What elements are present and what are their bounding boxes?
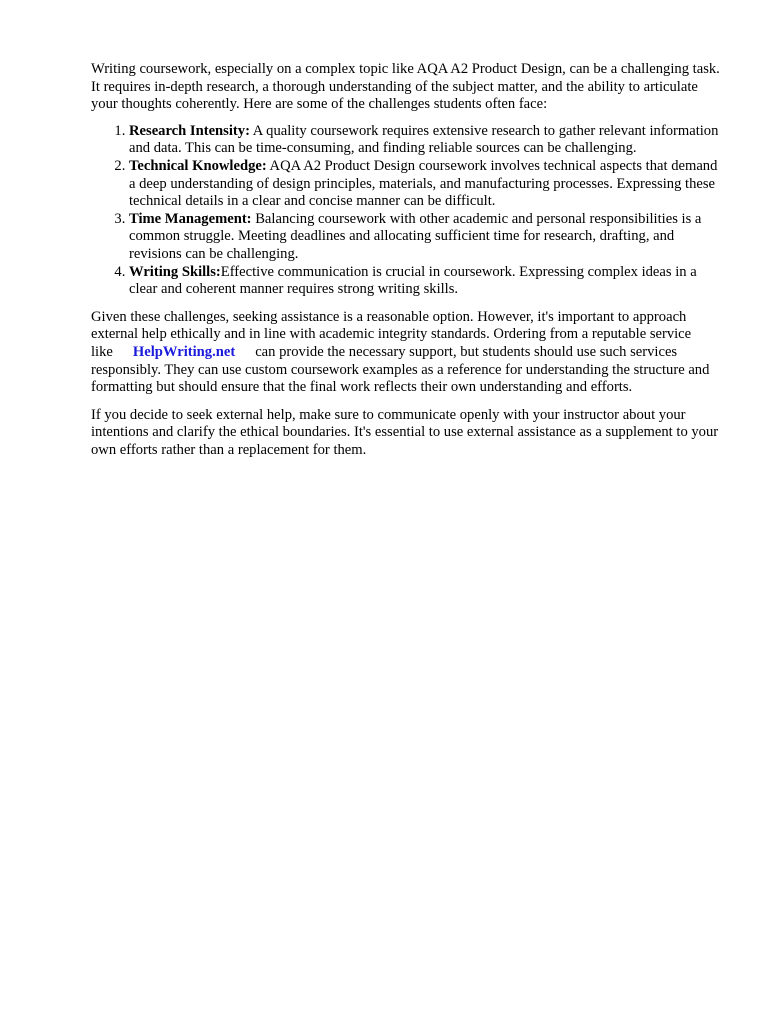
list-item: [129, 123, 723, 158]
help-text-before-link: Given these challenges, seeking assistance is a reasonable option. However, it's important to approach external help ethically and in line with academic integrity standards. Ordering from a reputable service like: [91, 308, 692, 360]
list-item-text: Effective communication is crucial in coursework. Expressing complex ideas in a clear and coherent manner requires strong writing skills.: [129, 263, 697, 298]
closing-paragraph: If you decide to seek external help, make sure to communicate openly with your instructor about your intentions and clarify the ethical boundaries. It's essential to use external assistance as a supplement to your own efforts rather than a replacement for them.: [91, 406, 719, 458]
intro-paragraph: Writing coursework, especially on a complex topic like AQA A2 Product Design, can be a challenging task. It requires in-depth research, a thorough understanding of the subject matter, and the ability to articulate your thoughts coherently. Here are some of the challenges students often face:: [91, 61, 720, 113]
list-item-title: Technical Knowledge:: [129, 157, 267, 174]
list-item: [129, 264, 723, 299]
list-item: [129, 158, 723, 211]
list-item: [129, 211, 723, 264]
list-item-title: Time Management:: [129, 210, 252, 227]
list-item-text: AQA A2 Product Design coursework involves technical aspects that demand a deep understanding of design principles, materials, and manufacturing processes. Expressing these technical details in a clear and concise manner can be difficult.: [129, 157, 718, 210]
document-page: [91, 61, 723, 459]
list-item-title: Research Intensity:: [129, 122, 250, 139]
help-text-after-link: can provide the necessary support, but students should use such services responsibly. They can use custom coursework examples as a reference for understanding the structure and formatting but should ensure that the final work reflects their own understanding and efforts.: [91, 343, 710, 396]
list-item-text: A quality coursework requires extensive research to gather relevant information and data. This can be time-consuming, and finding reliable sources can be challenging.: [129, 122, 719, 157]
challenges-list: [91, 123, 723, 299]
helpwriting-link[interactable]: HelpWriting.net: [132, 343, 236, 360]
help-paragraph: [91, 309, 723, 397]
list-item-text: Balancing coursework with other academic and personal responsibilities is a common struggle. Meeting deadlines and allocating sufficient time for research, drafting, and revisions can be challenging.: [129, 210, 702, 262]
list-item-title: Writing Skills:: [129, 263, 221, 280]
